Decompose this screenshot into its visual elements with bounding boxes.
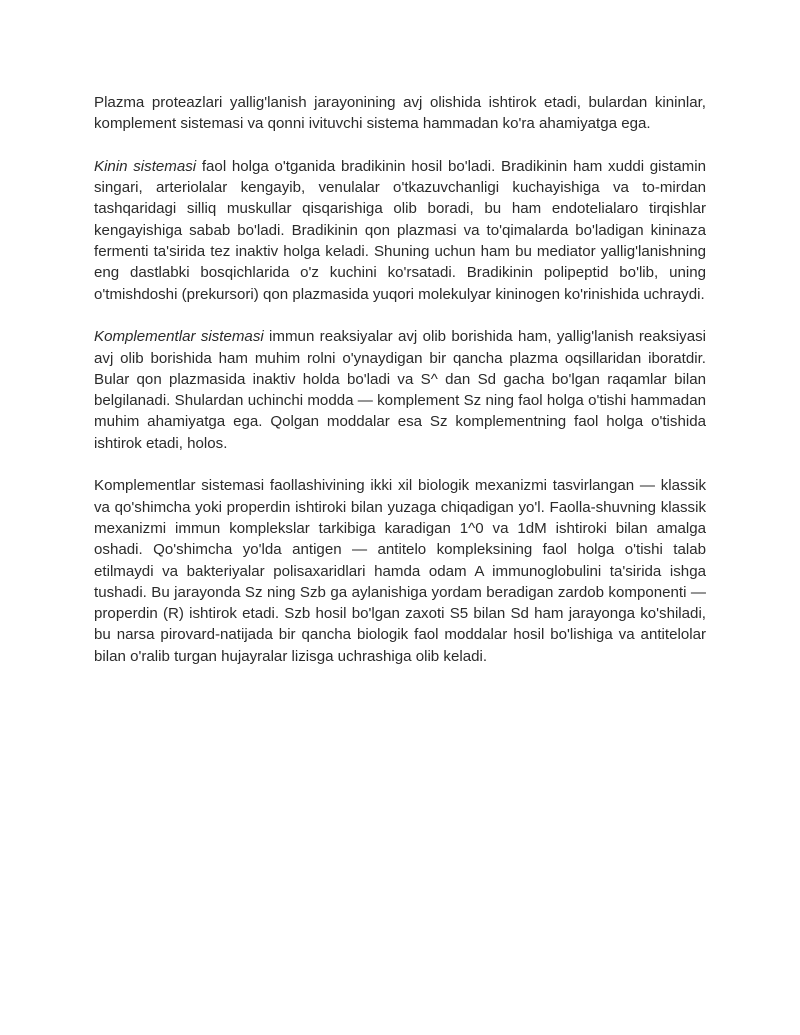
paragraph-lead-term: Kinin sistemasi	[94, 157, 197, 175]
paragraph-kinin-system	[94, 156, 706, 305]
document-page	[94, 92, 706, 688]
paragraph-complement-system	[94, 326, 706, 454]
paragraph-text: faol holga o'tganida bradikinin hosil bo'ladi. Bradikinin ham xuddi gistamin singari, arteriolalar kengayib, venulalar o'tkazuvchanligi kuchayishiga va to-mirdan tashqaridagi silliq muskullar qisqarishiga olib boradi, bu ham endotelialaro tirqishlar kengayishiga sabab bo'ladi. Bradikinin qon plazmasi va to'qimalarda bo'ladigan kininaza fermenti ta'sirida tez inaktiv holga keladi. Shuning uchun ham bu mediator yallig'lanishning eng dastlabki bosqichlarida o'z kuchini ko'rsatadi. Bradikinin polipeptid bo'lib, uning o'tmishdoshi (prekursori) qon plazmasida yuqori molekulyar kininogen ko'rinishida uchraydi.	[94, 157, 706, 303]
paragraph-text: Komplementlar sistemasi faollashivining ikki xil biologik mexanizmi tasvirlangan — klassik va qo'shimcha yoki properdin ishtiroki bilan yuzaga chiqadigan yo'l. Faolla-shuvning klassik mexanizmi immun komplekslar tarkibiga karadigan 1^0 va 1dM ishtiroki bilan amalga oshadi. Qo'shimcha yo'lda antigen — antitelo kompleksining faol holga o'tishi talab etilmaydi va bakteriyalar polisaxaridlari hamda odam A immunoglobulini ta'sirida ishga tushadi. Bu jarayonda Sz ning Szb ga aylanishiga yordam beradigan zardob komponenti — properdin (R) ishtirok etadi. Szb hosil bo'lgan zaxoti S5 bilan Sd ham jarayonga ko'shiladi, bu narsa pirovard-natijada bir qancha biologik faol moddalar hosil bo'lishiga va antitelolar bilan o'ralib turgan hujayralar lizisga uchrashiga olib keladi.	[94, 477, 706, 665]
paragraph-intro	[94, 92, 706, 135]
paragraph-activation-mechanisms	[94, 475, 706, 667]
paragraph-lead-term: Komplementlar sistemasi	[94, 328, 264, 346]
paragraph-text: Plazma proteazlari yallig'lanish jarayonining avj olishida ishtirok etadi, bulardan kininlar, komplement sistemasi va qonni ivituvchi sistema hammadan ko'ra ahamiyatga ega.	[94, 94, 706, 133]
paragraph-text: immun reaksiyalar avj olib borishida ham, yallig'lanish reaksiyasi avj olib borishida ham muhim rolni o'ynaydigan bir qancha plazma oqsillaridan iboratdir. Bular qon plazmasida inaktiv holda bo'ladi va S^ dan Sd gacha bo'lgan raqamlar bilan belgilanadi. Shulardan uchinchi modda — komplement Sz ning faol holga o'tishi hammadan muhim ahamiyatga ega. Qolgan moddalar esa Sz komplementning faol holga o'tishida ishtirok etadi, holos.	[94, 328, 706, 452]
